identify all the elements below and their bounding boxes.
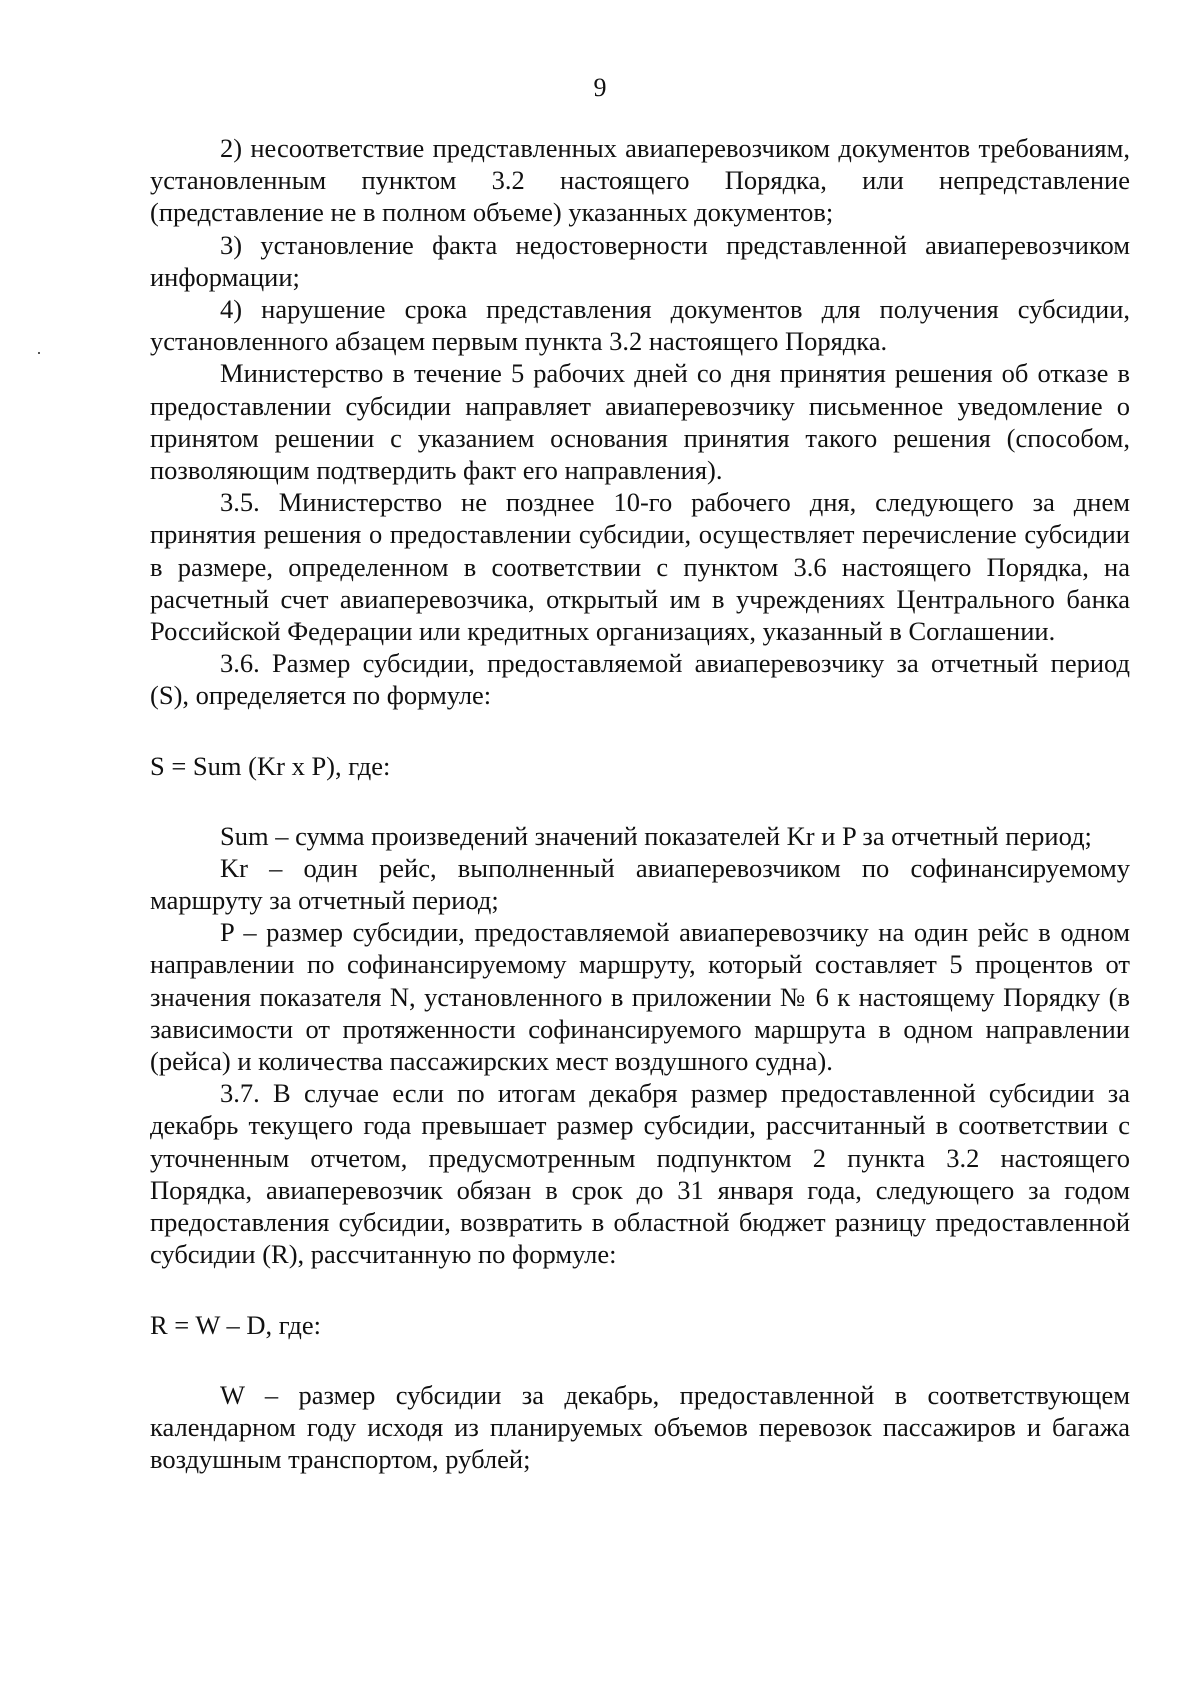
- page-number: 9: [593, 73, 607, 102]
- definition-w: W – размер субсидии за декабрь, предоставленной в соответствующем календарном году исходя из планируемых объемов перевозок пассажиров и багажа воздушным транспортом, рублей;: [150, 1379, 1130, 1474]
- definition-p: P – размер субсидии, предоставляемой авиаперевозчику на один рейс в одном направлении по софинансируемому маршруту, который составляет 5 процентов от значения показателя N, установленного в приложении № 6 к настоящему Порядку (в зависимости от протяженности софинансируемого маршрута в одном направлении (рейса) и количества пассажирских мест воздушного судна).: [150, 917, 1130, 1077]
- scan-artifact-dot: [38, 352, 40, 354]
- paragraph-item-3: 3) установление факта недостоверности представленной авиаперевозчиком информации;: [150, 229, 1130, 292]
- paragraph-3-7: 3.7. В случае если по итогам декабря размер предоставленной субсидии за декабрь текущего года превышает размер субсидии, рассчитанный в соответствии с уточненным отчетом, предусмотренным подпунктом 2 пункта 3.2 настоящего Порядка, авиаперевозчик обязан в срок до 31 января года, следующего за годом предоставления субсидии, возвратить в областной бюджет разницу предоставленной субсидии (R), рассчитанную по формуле:: [150, 1078, 1130, 1270]
- definition-kr: Kr – один рейс, выполненный авиаперевозчиком по софинансируемому маршруту за отчетный период;: [150, 852, 1130, 916]
- formula-s: S = Sum (Kr x P), где:: [150, 750, 391, 781]
- definition-sum: Sum – сумма произведений значений показателей Kr и P за отчетный период;: [220, 820, 1092, 851]
- paragraph-item-4: 4) нарушение срока представления документов для получения субсидии, установленного абзацем первым пункта 3.2 настоящего Порядка.: [150, 294, 1130, 357]
- paragraph-3-5: 3.5. Министерство не позднее 10-го рабочего дня, следующего за днем принятия решения о предоставлении субсидии, осуществляет перечисление субсидии в размере, определенном в соответствии с пунктом 3.6 настоящего Порядка, на расчетный счет авиаперевозчика, открытый им в учреждениях Центрального банка Российской Федерации или кредитных организациях, указанный в Соглашении.: [150, 487, 1130, 647]
- paragraph-item-2: 2) несоответствие представленных авиаперевозчиком документов требованиям, установленным пунктом 3.2 настоящего Порядка, или непредставление (представление не в полном объеме) указанных документов;: [150, 133, 1130, 228]
- formula-r: R = W – D, где:: [150, 1309, 321, 1340]
- paragraph-ministry-notice: Министерство в течение 5 рабочих дней со дня принятия решения об отказе в предоставлении субсидии направляет авиаперевозчику письменное уведомление о принятом решении с указанием основания принятия такого решения (способом, позволяющим подтвердить факт его направления).: [150, 358, 1130, 486]
- paragraph-3-6: 3.6. Размер субсидии, предоставляемой авиаперевозчику за отчетный период (S), определяется по формуле:: [150, 648, 1130, 711]
- document-body: [150, 132, 1130, 1475]
